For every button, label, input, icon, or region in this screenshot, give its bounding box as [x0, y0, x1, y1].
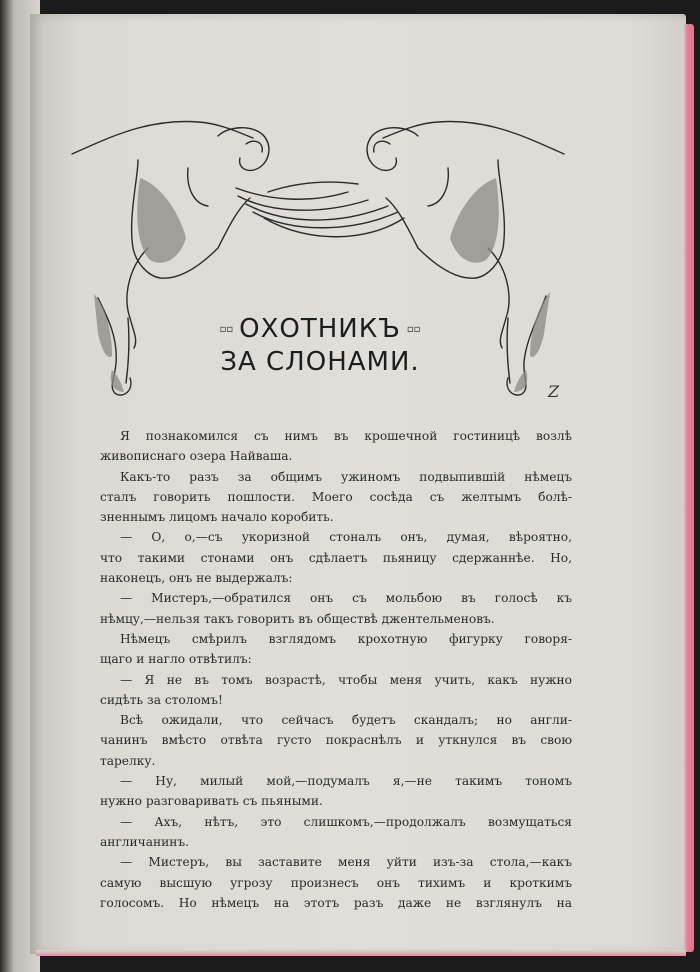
illustrator-monogram: Z: [548, 382, 560, 401]
text-line: Я познакомился съ нимъ въ крошечной гостиницѣ возлѣ: [120, 429, 572, 443]
page-edge-right: [684, 24, 694, 952]
text-line: — Я не въ томъ возрастѣ, чтобы меня учить, какъ нужно: [120, 672, 572, 687]
text-line: англичанинъ.: [100, 834, 189, 849]
text-line: Всѣ ожидали, что сейчасъ будетъ скандалъ; но англи-: [120, 713, 572, 728]
text-line: щаго и нагло отвѣтилъ:: [100, 652, 252, 667]
chapter-title: [200, 313, 440, 378]
title-line-1: [200, 313, 440, 346]
paragraph: [100, 527, 572, 588]
paragraph: [100, 771, 572, 812]
text-line: нужно разговаривать съ пьяными.: [100, 794, 323, 809]
text-line: — Мистеръ, вы заставите меня уйти изъ-за стола,—какъ: [120, 855, 572, 870]
paragraph: [100, 710, 572, 771]
text-line: наконецъ, онъ не выдержалъ:: [100, 571, 293, 586]
paragraph: [100, 426, 572, 467]
text-line: что такими стонами онъ сдѣлаетъ пьяницу сдержаннѣе. Но,: [100, 550, 572, 565]
body-text: [100, 426, 572, 913]
text-line: нѣмцу,—нельзя такъ говорить въ обществѣ джентельменовъ.: [100, 611, 495, 626]
text-line: — Мистеръ,—обратился онъ съ мольбою въ голосѣ къ: [120, 591, 572, 606]
text-line: голосомъ. Но нѣмецъ на этотъ разъ даже не взглянулъ на: [100, 895, 572, 910]
title-marker-left: ▫▫: [219, 323, 234, 335]
paragraph: [100, 670, 572, 711]
paragraph: [100, 812, 572, 853]
page-edge-bottom: [36, 950, 686, 956]
text-line: Какъ-то разъ за общимъ ужиномъ подвыпившій нѣмецъ: [120, 469, 572, 484]
title-line-2: ЗА СЛОНАМИ.: [220, 346, 420, 377]
paragraph: [100, 467, 572, 528]
text-line: — О, о,—съ укоризной стоналъ онъ, думая, вѣроятно,: [120, 530, 572, 545]
text-line: — Ну, милый мой,—подумалъ я,—не такимъ тономъ: [120, 774, 572, 789]
text-line: самую высшую угрозу произнесъ онъ тихимъ и кроткимъ: [100, 875, 572, 890]
text-line: чанинъ вмѣсто отвѣта густо покраснѣлъ и уткнулся въ свою: [100, 733, 572, 748]
text-line: — Ахъ, нѣтъ, это слишкомъ,—продолжалъ возмущаться: [120, 814, 572, 829]
text-line: сталъ говорить пошлости. Моего сосѣда съ желтымъ болѣ-: [100, 489, 572, 504]
text-line: зненнымъ лицомъ начало коробить.: [100, 510, 334, 525]
paragraph: [100, 629, 572, 670]
text-line: тарелку.: [100, 753, 156, 768]
paragraph: [100, 852, 572, 913]
text-line: сидѣть за столомъ!: [100, 692, 223, 707]
title-text-1: ОХОТНИКЪ: [239, 314, 401, 344]
title-marker-right: ▫▫: [406, 323, 421, 335]
paragraph: [100, 588, 572, 629]
text-line: живописнаго озера Найваша.: [100, 449, 293, 464]
text-line: Нѣмецъ смѣрилъ взглядомъ крохотную фигурку говоря-: [120, 631, 572, 646]
